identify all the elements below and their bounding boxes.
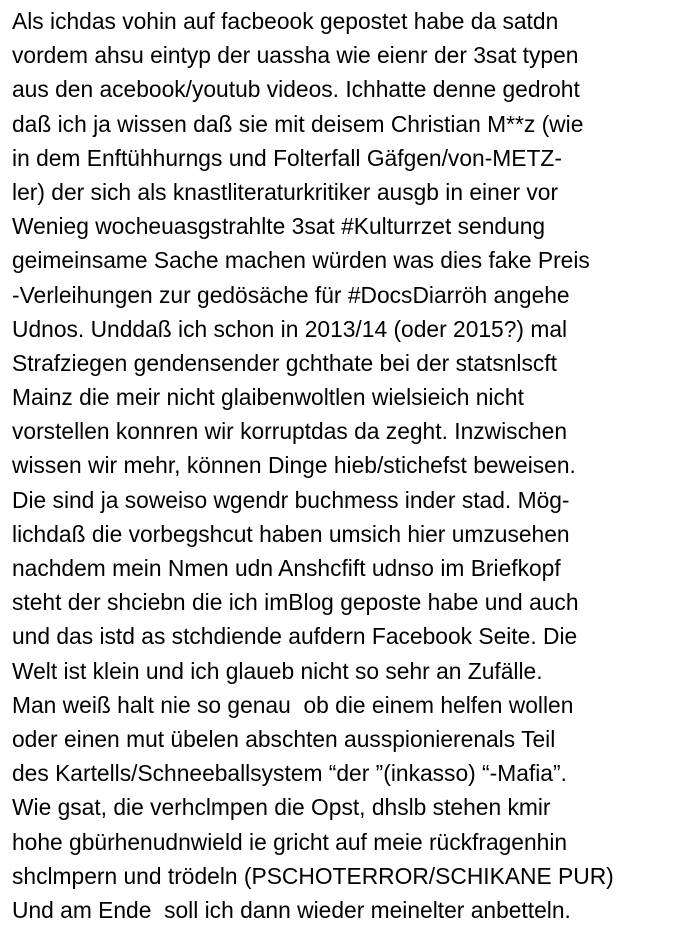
text-line: aus den acebook/youtub videos. Ichhatte denne gedroht — [12, 76, 580, 103]
text-line: Die sind ja soweiso wgendr buchmess inder stad. Mög- — [12, 486, 570, 513]
text-line: nachdem mein Nmen udn Anshcfift udnso im Briefkopf — [12, 555, 561, 581]
text-line: ler) der sich als knastliteraturkritiker ausgb in einer vor — [12, 178, 559, 205]
text-line: vordem ahsu eintyp der uassha wie eienr der 3sat typen — [12, 42, 579, 69]
text-line: oder einen mut übelen abschten ausspionierenals Teil — [12, 725, 556, 752]
text-line: Strafziegen gendensender gchthate bei der statsnlscft — [12, 349, 557, 376]
text-line: des Kartells/Schneeballsystem “der ”(inkasso) “-Mafia”. — [12, 760, 567, 787]
text-line: vorstellen konnren wir korruptdas da zeght. Inzwischen — [12, 418, 568, 445]
text-line: lichdaß die vorbegshcut haben umsich hier umzusehen — [12, 520, 570, 547]
text-line: Mainz die meir nicht glaibenwoltlen wielsieich nicht — [12, 384, 524, 411]
text-line: -Verleihungen zur gedösäche für #DocsDiarröh angehe — [12, 281, 570, 308]
text-line: Man weiß halt nie so genau ob die einem helfen wollen — [12, 691, 574, 718]
text-line: shclmpern und trödeln (PSCHOTERROR/SCHIKANE PUR) — [12, 862, 614, 889]
text-line: Welt ist klein und ich glaueb nicht so sehr an Zufälle. — [12, 657, 543, 684]
text-line: Wenieg wocheuasgstrahlte 3sat #Kulturrzet sendung — [12, 213, 546, 240]
text-line: Als ichdas vohin auf facbeook gepostet habe da satdn — [12, 8, 559, 34]
text-line: in dem Enftühhurngs und Folterfall Gäfgen/von-METZ- — [12, 144, 562, 171]
text-line: und das istd as stchdiende aufdern Facebook Seite. Die — [12, 623, 578, 650]
text-line: Und am Ende soll ich dann wieder meinelter anbetteln. — [12, 896, 571, 923]
text-line: Udnos. Unddaß ich schon in 2013/14 (oder 2015?) mal — [12, 315, 568, 342]
text-line: wissen wir mehr, können Dinge hieb/stichefst beweisen. — [12, 452, 576, 479]
text-line: daß ich ja wissen daß sie mit deisem Christian M**z (wie — [12, 110, 584, 137]
text-line: Wie gsat, die verhclmpen die Opst, dhslb stehen kmir — [12, 794, 551, 821]
text-line: hohe gbürhenudnwield ie gricht auf meie rückfragenhin — [12, 828, 568, 855]
body-text — [12, 4, 684, 927]
text-line: steht der shciebn die ich imBlog geposte habe und auch — [12, 589, 579, 616]
text-line: geimeinsame Sache machen würden was dies fake Preis — [12, 247, 590, 274]
